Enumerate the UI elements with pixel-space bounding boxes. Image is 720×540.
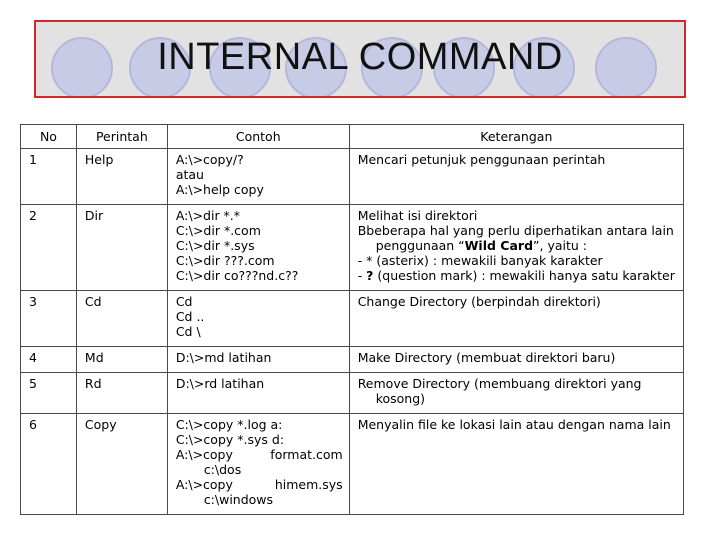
row-no: 5 xyxy=(21,373,77,414)
header-perintah: Perintah xyxy=(76,125,167,149)
row-example xyxy=(167,149,349,205)
title-banner xyxy=(34,20,686,98)
row-no: 3 xyxy=(21,291,77,347)
example-line: D:\>rd latihan xyxy=(175,376,265,391)
table-row xyxy=(21,373,684,414)
row-command: Copy xyxy=(76,414,167,515)
example-line: A:\>copy himem.sys xyxy=(175,477,343,492)
example-line: Cd \ xyxy=(175,324,201,339)
description-line: penggunaan “Wild Card”, yaitu : xyxy=(375,238,587,253)
table-header-row xyxy=(21,125,684,149)
command-table xyxy=(20,124,684,515)
table-row xyxy=(21,291,684,347)
example-line: C:\>copy *.log a: xyxy=(175,417,283,432)
description-line: Remove Directory (membuang direktori yang xyxy=(357,376,642,391)
example-line: D:\>md latihan xyxy=(175,350,272,365)
description-line: - * (asterix) : mewakili banyak karakter xyxy=(357,253,603,268)
example-line: C:\>dir co???nd.c?? xyxy=(175,268,299,283)
row-no: 1 xyxy=(21,149,77,205)
row-description xyxy=(349,414,683,515)
example-line: Cd xyxy=(175,294,193,309)
description-line: Melihat isi direktori xyxy=(357,208,478,223)
row-description xyxy=(349,373,683,414)
table-row xyxy=(21,205,684,291)
example-line: c:\dos xyxy=(203,462,242,477)
example-line: C:\>dir ???.com xyxy=(175,253,275,268)
row-command: Md xyxy=(76,347,167,373)
description-line: Bbeberapa hal yang perlu diperhatikan antara lain xyxy=(357,223,674,238)
row-command: Rd xyxy=(76,373,167,414)
table-row xyxy=(21,347,684,373)
description-line: Make Directory (membuat direktori baru) xyxy=(357,350,616,365)
header-contoh: Contoh xyxy=(167,125,349,149)
header-keterangan: Keterangan xyxy=(349,125,683,149)
example-line: A:\>dir *.* xyxy=(175,208,241,223)
example-line: Cd .. xyxy=(175,309,205,324)
row-no: 4 xyxy=(21,347,77,373)
example-line: atau xyxy=(175,167,204,182)
row-description xyxy=(349,205,683,291)
description-line: Change Directory (berpindah direktori) xyxy=(357,294,601,309)
row-command: Dir xyxy=(76,205,167,291)
description-line: kosong) xyxy=(375,391,426,406)
row-description xyxy=(349,149,683,205)
example-line: c:\windows xyxy=(203,492,274,507)
row-no: 2 xyxy=(21,205,77,291)
row-description xyxy=(349,347,683,373)
row-example xyxy=(167,373,349,414)
row-command: Cd xyxy=(76,291,167,347)
row-description xyxy=(349,291,683,347)
header-no: No xyxy=(21,125,77,149)
row-example xyxy=(167,291,349,347)
row-command: Help xyxy=(76,149,167,205)
example-line: A:\>help copy xyxy=(175,182,264,197)
description-line: - ? (question mark) : mewakili hanya satu karakter xyxy=(357,268,675,283)
example-line: A:\>copy format.com xyxy=(175,447,343,462)
description-line: Mencari petunjuk penggunaan perintah xyxy=(357,152,606,167)
example-line: C:\>dir *.com xyxy=(175,223,261,238)
example-line: C:\>dir *.sys xyxy=(175,238,255,253)
row-no: 6 xyxy=(21,414,77,515)
row-example xyxy=(167,205,349,291)
table-row xyxy=(21,149,684,205)
page-title: INTERNAL COMMAND xyxy=(157,36,563,78)
example-line: C:\>copy *.sys d: xyxy=(175,432,285,447)
row-example xyxy=(167,414,349,515)
table-row xyxy=(21,414,684,515)
example-line: A:\>copy/? xyxy=(175,152,244,167)
row-example xyxy=(167,347,349,373)
description-line: Menyalin file ke lokasi lain atau dengan nama lain xyxy=(357,417,671,432)
